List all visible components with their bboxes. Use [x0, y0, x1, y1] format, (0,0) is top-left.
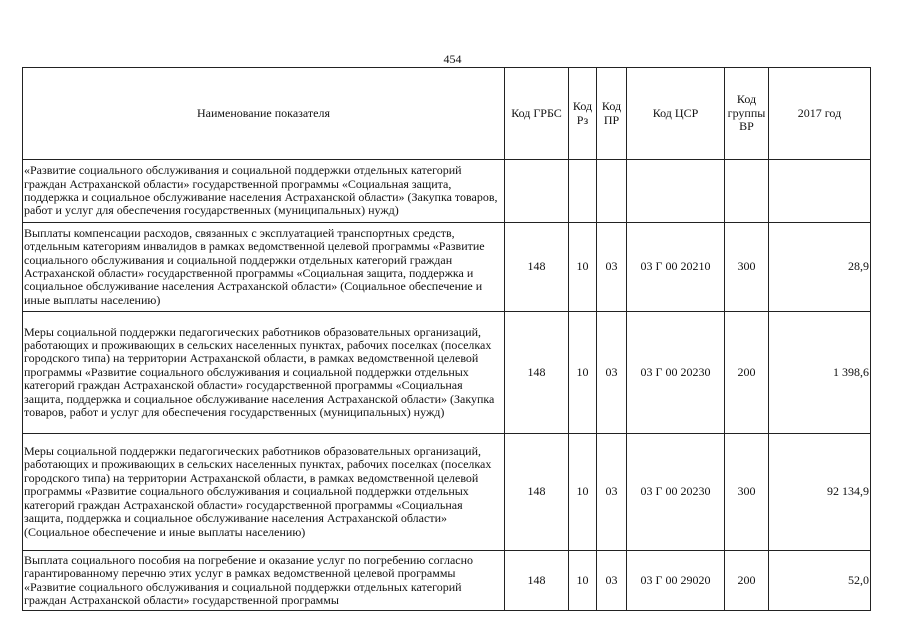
row-grbs: 148 — [505, 312, 569, 434]
budget-table — [22, 67, 871, 611]
header-rz: Код Рз — [569, 68, 597, 160]
page-number: 454 — [443, 52, 462, 66]
header-name: Наименование показателя — [23, 68, 505, 160]
row-rz: 10 — [569, 312, 597, 434]
row-vr: 200 — [725, 551, 769, 611]
row-csr: 03 Г 00 20230 — [627, 312, 725, 434]
row-grbs: 148 — [505, 434, 569, 551]
table-row — [23, 551, 871, 611]
row-csr — [627, 160, 725, 223]
row-name: Выплаты компенсации расходов, связанных с эксплуатацией транспортных средств, отдельным категориям инвалидов в рамках ведомственной целевой программы «Развитие социального обслуживания и социальной поддержки отдельных категорий граждан Астраханской области» государственной программы «Социальная защита, поддержка и социальное обслуживание населения Астраханской области» (Социальное обеспечение и иные выплаты населению) — [23, 223, 505, 312]
header-csr: Код ЦСР — [627, 68, 725, 160]
row-rz: 10 — [569, 551, 597, 611]
row-grbs: 148 — [505, 551, 569, 611]
row-amount: 28,9 — [769, 223, 871, 312]
table-row — [23, 223, 871, 312]
row-amount — [769, 160, 871, 223]
row-amount: 52,0 — [769, 551, 871, 611]
row-csr: 03 Г 00 29020 — [627, 551, 725, 611]
row-grbs: 148 — [505, 223, 569, 312]
row-vr: 300 — [725, 434, 769, 551]
row-pr: 03 — [597, 312, 627, 434]
row-pr: 03 — [597, 434, 627, 551]
header-vr: Код группы ВР — [725, 68, 769, 160]
table-row — [23, 312, 871, 434]
row-rz: 10 — [569, 434, 597, 551]
row-rz — [569, 160, 597, 223]
row-pr: 03 — [597, 223, 627, 312]
row-name: Меры социальной поддержки педагогических работников образовательных организаций, работающих и проживающих в сельских населенных пунктах, рабочих поселках (поселках городского типа) на территории Астраханской области, в рамках ведомственной целевой программы «Развитие социального обслуживания и социальной поддержки отдельных категорий граждан Астраханской области» государственной программы «Социальная защита, поддержка и социальное обслуживание населения Астраханской области» (Социальное обеспечение и иные выплаты населению) — [23, 434, 505, 551]
table-row — [23, 434, 871, 551]
header-grbs: Код ГРБС — [505, 68, 569, 160]
table-header-row — [23, 68, 871, 160]
table-row — [23, 160, 871, 223]
row-amount: 1 398,6 — [769, 312, 871, 434]
row-rz: 10 — [569, 223, 597, 312]
row-amount: 92 134,9 — [769, 434, 871, 551]
row-csr: 03 Г 00 20230 — [627, 434, 725, 551]
row-vr: 200 — [725, 312, 769, 434]
row-pr — [597, 160, 627, 223]
row-vr — [725, 160, 769, 223]
row-vr: 300 — [725, 223, 769, 312]
row-pr: 03 — [597, 551, 627, 611]
row-name: Меры социальной поддержки педагогических работников образовательных организаций, работающих и проживающих в сельских населенных пунктах, рабочих поселках (поселках городского типа) на территории Астраханской области, в рамках ведомственной целевой программы «Развитие социального обслуживания и социальной поддержки отдельных категорий граждан Астраханской области» государственной программы «Социальная защита, поддержка и социальное обслуживание населения Астраханской области» (Закупка товаров, работ и услуг для обеспечения государственных (муниципальных) нужд) — [23, 312, 505, 434]
row-csr: 03 Г 00 20210 — [627, 223, 725, 312]
header-pr: Код ПР — [597, 68, 627, 160]
row-name: Выплата социального пособия на погребение и оказание услуг по погребению согласно гарантированному перечню этих услуг в рамках ведомственной целевой программы «Развитие социального обслуживания и социальной поддержки отдельных категорий граждан Астраханской области» государственной программы — [23, 551, 505, 611]
row-grbs — [505, 160, 569, 223]
row-name: «Развитие социального обслуживания и социальной поддержки отдельных категорий граждан Астраханской области» государственной программы «Социальная защита, поддержка и социальное обслуживание населения Астраханской области» (Закупка товаров, работ и услуг для обеспечения государственных (муниципальных) нужд) — [23, 160, 505, 223]
header-year: 2017 год — [769, 68, 871, 160]
